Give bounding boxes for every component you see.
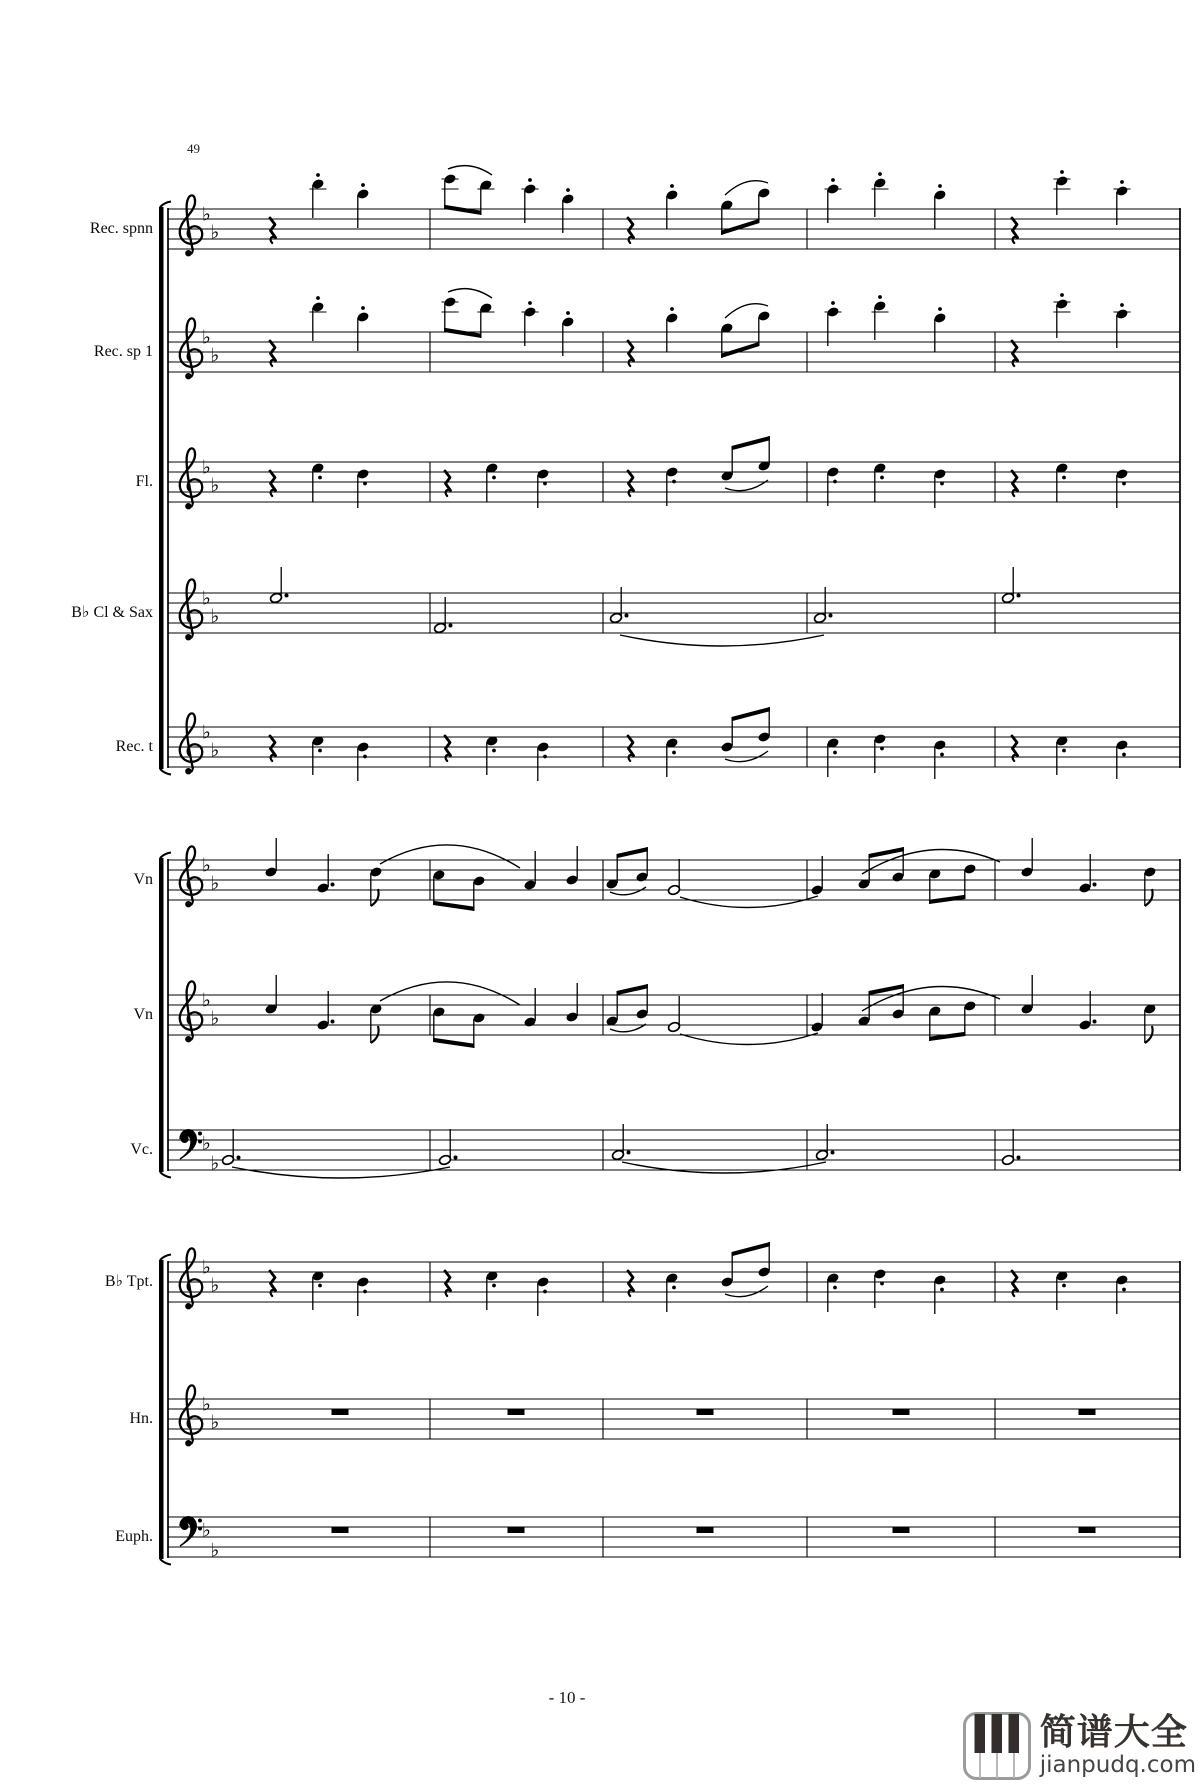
staff: [168, 567, 1180, 646]
staff: [168, 1124, 1180, 1178]
flat-sign: ♭: [202, 326, 211, 349]
staff: [168, 707, 1180, 781]
treble-clef-icon: [180, 1385, 202, 1446]
flat-sign: ♭: [210, 474, 220, 497]
treble-clef-icon: [180, 1248, 202, 1309]
instrument-label: Rec. sp 1: [93, 343, 153, 360]
instrument-label: Vn: [133, 1006, 153, 1023]
flat-sign: ♭: [210, 739, 220, 762]
flat-sign: ♭: [202, 721, 211, 744]
instrument-label: Vn: [133, 871, 153, 888]
flat-sign: ♭: [202, 1519, 211, 1542]
instrument-label: B♭ Tpt.: [104, 1273, 153, 1290]
bass-clef-icon: [180, 1130, 202, 1159]
treble-clef-icon: [180, 318, 202, 379]
instrument-label: B♭ Cl & Sax: [71, 604, 153, 621]
flat-sign: ♭: [202, 456, 211, 479]
treble-clef-icon: [180, 713, 202, 774]
staff: [168, 1517, 1180, 1562]
treble-clef-icon: [180, 195, 202, 256]
flat-sign: ♭: [202, 989, 211, 1012]
flat-sign: ♭: [210, 1539, 220, 1562]
staff: [168, 1242, 1180, 1316]
watermark-text: [1039, 1712, 1196, 1778]
staff: [168, 436, 1180, 509]
flat-sign: ♭: [210, 344, 220, 367]
instrument-label: Fl.: [135, 473, 153, 490]
flat-sign: ♭: [202, 587, 211, 610]
flat-sign: ♭: [210, 221, 220, 244]
flat-sign: ♭: [202, 203, 211, 226]
flat-sign: ♭: [210, 1411, 220, 1434]
watermark[interactable]: [963, 1712, 1196, 1780]
treble-clef-icon: [180, 579, 202, 640]
staff: [168, 1385, 1180, 1446]
flat-sign: ♭: [202, 854, 211, 877]
treble-clef-icon: [180, 448, 202, 509]
flat-sign: ♭: [210, 605, 220, 628]
measure-number: 49: [187, 141, 200, 156]
flat-sign: ♭: [210, 872, 220, 895]
staff: [168, 975, 1180, 1048]
piano-icon: [963, 1712, 1031, 1780]
flat-sign: ♭: [210, 1274, 220, 1297]
instrument-label: Rec. t: [115, 738, 153, 755]
watermark-site-url: jianpudq.com: [1039, 1752, 1196, 1778]
instrument-label: Hn.: [129, 1410, 153, 1427]
staff: [168, 838, 1180, 911]
staff: [168, 289, 1180, 380]
bass-clef-icon: [180, 1517, 202, 1546]
watermark-site-name: 简谱大全: [1039, 1712, 1188, 1753]
treble-clef-icon: [180, 846, 202, 907]
flat-sign: ♭: [202, 1132, 211, 1155]
instrument-label: Rec. spnn: [89, 220, 153, 237]
flat-sign: ♭: [210, 1007, 220, 1030]
instrument-label: Vc.: [130, 1141, 153, 1158]
treble-clef-icon: [180, 981, 202, 1042]
flat-sign: ♭: [202, 1393, 211, 1416]
staff: [168, 166, 1180, 257]
flat-sign: ♭: [202, 1256, 211, 1279]
flat-sign: ♭: [210, 1152, 220, 1175]
page-number: - 10 -: [548, 1688, 586, 1707]
instrument-label: Euph.: [115, 1528, 153, 1545]
